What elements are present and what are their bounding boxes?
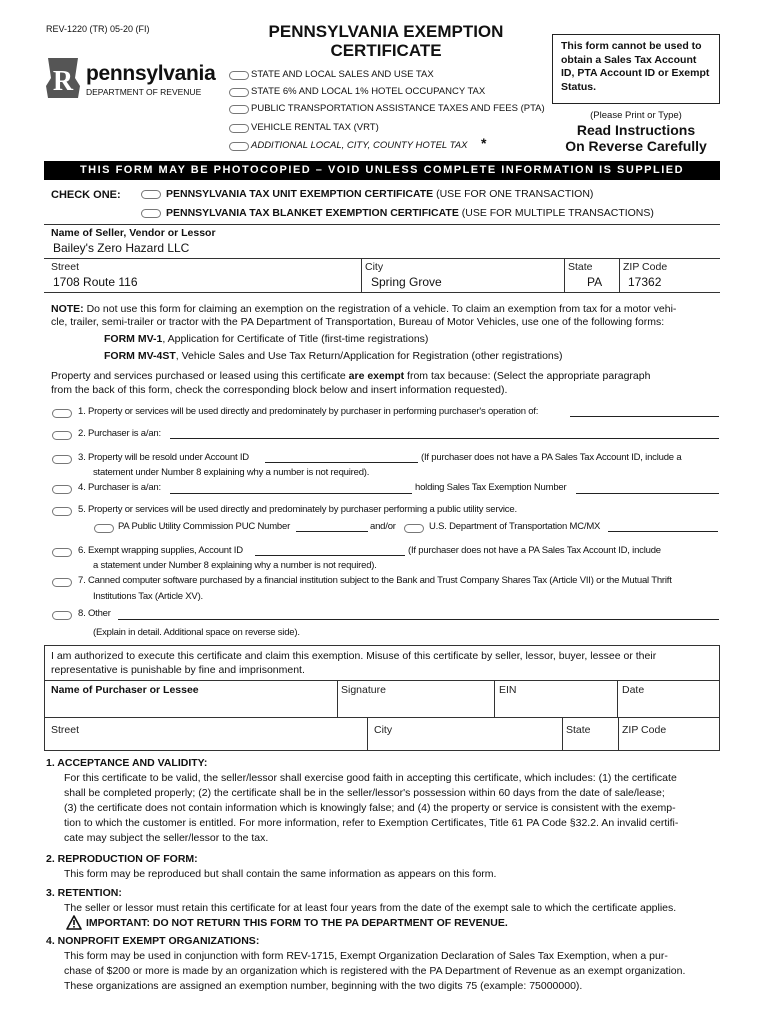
item-2-input[interactable] xyxy=(170,438,719,439)
item-4-type-input[interactable] xyxy=(170,493,412,494)
item-6-note-2: a statement under Number 8 explaining why a number is not required). xyxy=(93,560,377,571)
purchaser-zip-label: ZIP Code xyxy=(622,724,667,736)
check-one-label: CHECK ONE: xyxy=(51,189,121,201)
purchaser-city-label: City xyxy=(374,724,393,736)
item-4-label: 4. Purchaser is a/an: xyxy=(78,482,161,493)
seller-street-label: Street xyxy=(51,261,80,273)
section-2-heading: 2. REPRODUCTION OF FORM: xyxy=(46,853,198,865)
item-4-checkbox[interactable] xyxy=(52,485,72,494)
item-6-note: (If purchaser does not have a PA Sales Tax Account ID, include xyxy=(408,545,661,556)
divider xyxy=(564,258,565,292)
item-6-checkbox[interactable] xyxy=(52,548,72,557)
tax-local-hotel-checkbox[interactable] xyxy=(229,142,249,151)
divider xyxy=(44,224,720,225)
divider xyxy=(44,292,720,293)
divider xyxy=(619,258,620,292)
signature-field[interactable] xyxy=(338,697,494,717)
purchaser-street-field[interactable] xyxy=(44,736,367,750)
purchaser-name-field[interactable] xyxy=(44,697,337,717)
ein-field[interactable] xyxy=(495,697,617,717)
item-3-note: (If purchaser does not have a PA Sales Tax Account ID, include a xyxy=(421,452,682,463)
logo-letter: R xyxy=(52,66,74,97)
unit-certificate-label: PENNSYLVANIA TAX UNIT EXEMPTION CERTIFICATE (USE FOR ONE TRANSACTION) xyxy=(166,188,594,200)
date-label: Date xyxy=(622,684,645,696)
purchaser-zip-field[interactable] xyxy=(619,736,719,750)
item-1-input[interactable] xyxy=(570,416,719,417)
section-3-heading: 3. RETENTION: xyxy=(46,887,122,899)
page-title: PENNSYLVANIA EXEMPTION CERTIFICATE xyxy=(268,22,504,60)
tax-pta-checkbox[interactable] xyxy=(229,105,249,114)
item-8-label: 8. Other xyxy=(78,608,111,619)
form-code: REV-1220 (TR) 05-20 (FI) xyxy=(46,24,150,34)
section-1-heading: 1. ACCEPTANCE AND VALIDITY: xyxy=(46,757,208,769)
warning-icon xyxy=(66,915,82,930)
tax-hotel-label: STATE 6% AND LOCAL 1% HOTEL OCCUPANCY TAX xyxy=(251,86,486,97)
item-5-checkbox[interactable] xyxy=(52,507,72,516)
property-intro: Property and services purchased or leased using this certificate are exempt from tax because: (Select the appropriate paragraph from the back of this form, check the corresponding block below and insert information requested). xyxy=(51,370,651,396)
item-5-puc-label: PA Public Utility Commission PUC Number xyxy=(118,521,291,532)
item-7-label: 7. Canned computer software purchased by a financial institution subject to the Bank and Trust Company Shares Tax (Article VII) or the Mutual Thrift xyxy=(78,575,672,586)
item-3-note-2: statement under Number 8 explaining why a number is not required). xyxy=(93,467,370,478)
important-notice: IMPORTANT: DO NOT RETURN THIS FORM TO THE PA DEPARTMENT OF REVENUE. xyxy=(86,917,508,929)
item-3-label: 3. Property will be resold under Account ID xyxy=(78,452,249,463)
item-4-exemption-label: holding Sales Tax Exemption Number xyxy=(415,482,567,493)
seller-state-field[interactable]: PA xyxy=(587,275,603,289)
tax-vrt-label: VEHICLE RENTAL TAX (VRT) xyxy=(251,122,379,133)
item-2-checkbox[interactable] xyxy=(52,431,72,440)
print-note: (Please Print or Type) xyxy=(590,110,682,121)
tax-hotel-checkbox[interactable] xyxy=(229,88,249,97)
item-7-label-2: Institutions Tax (Article XV). xyxy=(93,591,203,602)
item-5-puc-input[interactable] xyxy=(296,531,368,532)
tax-pta-label: PUBLIC TRANSPORTATION ASSISTANCE TAXES AND FEES (PTA) xyxy=(251,103,545,114)
item-1-checkbox[interactable] xyxy=(52,409,72,418)
seller-name-field[interactable]: Bailey's Zero Hazard LLC xyxy=(53,241,190,255)
section-4-body: This form may be used in conjunction with form REV-1715, Exempt Organization Declaration of Sales Tax Exemption, when a pur- chase of $200 or more is made by an organization which is registered with the PA Department of Revenue as an exempt organization. These organizations are assigned an exemption number, beginning with the two digits 75 (example: 75000000). xyxy=(64,950,686,992)
purchaser-street-label: Street xyxy=(51,724,80,736)
read-instructions: Read Instructions On Reverse Carefully xyxy=(565,122,707,154)
seller-zip-field[interactable]: 17362 xyxy=(628,275,662,289)
item-7-checkbox[interactable] xyxy=(52,578,72,587)
logo-name: pennsylvania xyxy=(86,62,216,85)
item-6-label: 6. Exempt wrapping supplies, Account ID xyxy=(78,545,243,556)
item-1-label: 1. Property or services will be used directly and predominately by purchaser in performing purchaser's operation of: xyxy=(78,406,539,417)
item-5-dot-checkbox[interactable] xyxy=(404,524,424,533)
seller-city-field[interactable]: Spring Grove xyxy=(371,275,442,289)
blanket-certificate-checkbox[interactable] xyxy=(141,209,161,218)
seller-name-label: Name of Seller, Vendor or Lessor xyxy=(51,227,216,239)
section-1-body: For this certificate to be valid, the seller/lessor shall exercise good faith in accepting this certificate, which includes: (1) the certificate shall be completed properly; (2) the certificate shall be in the seller/lessor's possession within 60 days from the date of sale/lease; (3) the certificate does not contain information which is knowingly false; and (4) the property or service is consistent with the exemp- tion to which the customer is entitled. For more information, refer to Exemption Certificates, Title 61 PA Code §32.2. An invalid certifi- cate may subject the seller/lessor to the tax. xyxy=(64,772,679,844)
divider xyxy=(361,258,362,292)
purchaser-state-field[interactable] xyxy=(563,736,618,750)
item-6-account-input[interactable] xyxy=(255,555,405,556)
item-5-dot-input[interactable] xyxy=(608,531,718,532)
signature-label: Signature xyxy=(341,684,386,696)
pennsylvania-keystone-logo xyxy=(44,56,82,100)
item-2-label: 2. Purchaser is a/an: xyxy=(78,428,161,439)
seller-state-label: State xyxy=(568,261,593,273)
tax-sales-use-checkbox[interactable] xyxy=(229,71,249,80)
item-4-exemption-input[interactable] xyxy=(576,493,719,494)
seller-street-field[interactable]: 1708 Route 116 xyxy=(53,275,138,289)
authorize-statement: I am authorized to execute this certificate and claim this exemption. Misuse of this certificate by seller, lessor, buyer, lessee or their representative is punishable by fine and imprisonment. xyxy=(51,650,657,676)
form-mv4st-line: FORM MV-4ST, Vehicle Sales and Use Tax Return/Application for Registration (other registrations) xyxy=(104,350,563,362)
blanket-certificate-label: PENNSYLVANIA TAX BLANKET EXEMPTION CERTIFICATE (USE FOR MULTIPLE TRANSACTIONS) xyxy=(166,207,654,219)
tax-local-hotel-label: ADDITIONAL LOCAL, CITY, COUNTY HOTEL TAX xyxy=(251,140,468,151)
purchaser-state-label: State xyxy=(566,724,591,736)
unit-certificate-checkbox[interactable] xyxy=(141,190,161,199)
seller-city-label: City xyxy=(365,261,384,273)
divider xyxy=(44,680,720,681)
item-5-andor: and/or xyxy=(370,521,396,532)
section-4-heading: 4. NONPROFIT EXEMPT ORGANIZATIONS: xyxy=(46,935,260,947)
tax-asterisk: * xyxy=(481,135,487,151)
item-5-label: 5. Property or services will be used directly and predominately by purchaser performing a public utility service. xyxy=(78,504,517,515)
photocopy-banner: THIS FORM MAY BE PHOTOCOPIED – VOID UNLESS COMPLETE INFORMATION IS SUPPLIED xyxy=(44,161,720,180)
form-mv1-line: FORM MV-1, Application for Certificate of Title (first-time registrations) xyxy=(104,333,429,345)
notice-box: This form cannot be used to obtain a Sales Tax Account ID, PTA Account ID or Exempt Status. xyxy=(552,34,720,104)
item-8-checkbox[interactable] xyxy=(52,611,72,620)
item-8-input[interactable] xyxy=(118,619,719,620)
item-3-account-input[interactable] xyxy=(265,462,418,463)
item-5-puc-checkbox[interactable] xyxy=(94,524,114,533)
item-3-checkbox[interactable] xyxy=(52,455,72,464)
tax-sales-use-label: STATE AND LOCAL SALES AND USE TAX xyxy=(251,69,434,80)
logo-dept: DEPARTMENT OF REVENUE xyxy=(86,87,202,97)
tax-vrt-checkbox[interactable] xyxy=(229,124,249,133)
section-3-body: The seller or lessor must retain this certificate for at least four years from the date of the exempt sale to which the certificate applies. xyxy=(64,902,677,914)
item-8-explain: (Explain in detail. Additional space on reverse side). xyxy=(93,627,300,638)
vehicle-note: NOTE: Do not use this form for claiming an exemption on the registration of a vehicle. To claim an exemption from tax for a motor vehi- cle, trailer, semi-trailer or tractor with the PA Department of Transportation, Bureau of Motor Vehicles, use one of the following forms: xyxy=(51,303,677,328)
purchaser-city-field[interactable] xyxy=(368,736,562,750)
seller-zip-label: ZIP Code xyxy=(623,261,668,273)
item-5-dot-label: U.S. Department of Transportation MC/MX xyxy=(429,521,601,532)
ein-label: EIN xyxy=(499,684,517,696)
purchaser-name-label: Name of Purchaser or Lessee xyxy=(51,684,199,696)
date-field[interactable] xyxy=(618,697,719,717)
section-2-body: This form may be reproduced but shall contain the same information as appears on this form. xyxy=(64,868,497,880)
